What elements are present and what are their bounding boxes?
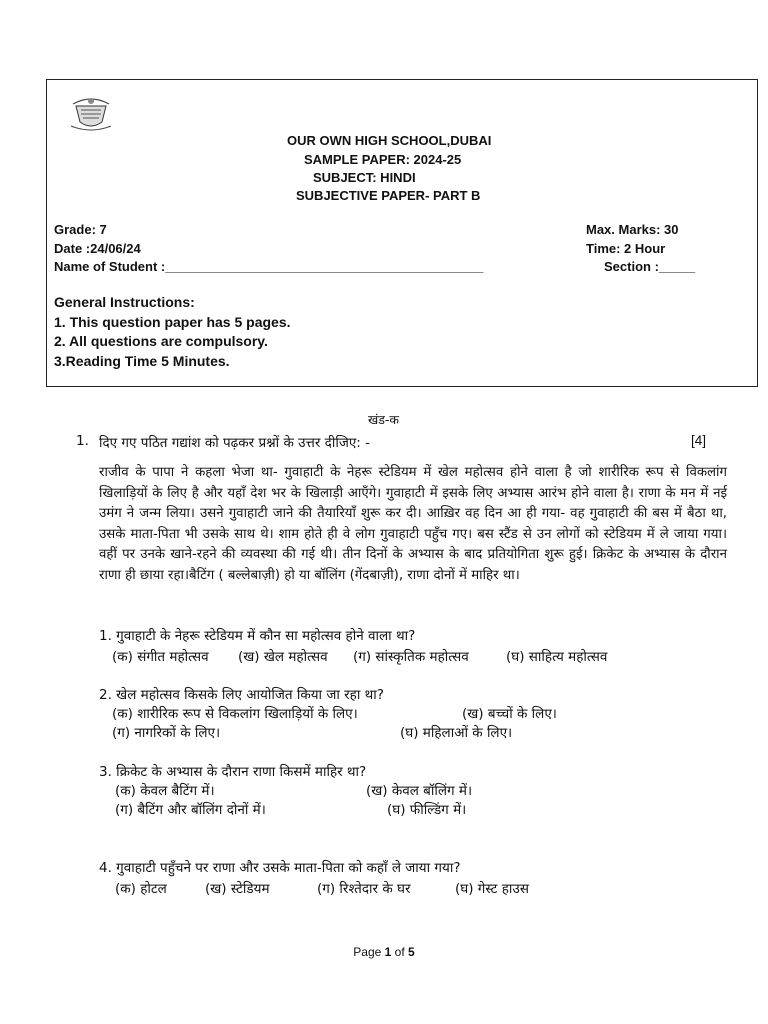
option: (ख) बच्चों के लिए। [462,706,557,722]
instructions-title: General Instructions: [54,294,195,310]
page-current: 1 [384,945,392,959]
option: (घ) फील्डिंग में। [387,802,467,818]
paper-title: SAMPLE PAPER: 2024-25 [304,152,462,167]
option: (घ) साहित्य महोत्सव [506,649,608,665]
date: Date :24/06/24 [54,241,141,256]
option: (क) केवल बैटिंग में। [115,783,215,799]
option: (घ) महिलाओं के लिए। [400,725,513,741]
student-name-field: Name of Student :____________________________________________ [54,259,484,274]
question-marks: [4] [691,433,707,448]
passage: राजीव के पापा ने कहला भेजा था- गुवाहाटी के नेहरू स्टेडियम में खेल महोत्सव होने वाला है जो शारीरिक रूप से विकलांग खिलाड़ियों के लिए है और यहाँ देश भर के खिलाड़ी आएँगे। गुवाहाटी में इसके लिए अभ्यास आरंभ होने वाला है। राणा के मन में नई उमंग ने जन्म लिया। उसने गुवाहाटी जाने की तैयारियाँ शुरू कर दी। आख़िर वह दिन आ ही गया- वह गुवाहाटी की बस में बैठा था, उसके माता-पिता भी उसके साथ थे। शाम होते ही वे लोग गुवाहाटी पहुँच गए। बस स्टैंड से उन लोगों को स्टेडियम में ले जाया गया। वहीं पर उनके खाने-रहने की व्यवस्था की गई थी। तीन दिनों के अभ्यास के बाद प्रतियोगिता शुरू हुई। क्रिकेट के अभ्यास के दौरान राणा ही छाया रहा।बैटिंग ( बल्लेबाज़ी) हो या बॉलिंग (गेंदबाज़ी), राणा दोनों में माहिर था। [99,465,727,583]
section-title: खंड-क [368,412,400,427]
instruction-item: 3.Reading Time 5 Minutes. [54,353,230,369]
sub-question-1: 1. गुवाहाटी के नेहरू स्टेडियम में कौन सा महोत्सव होने वाला था? [99,628,416,644]
time: Time: 2 Hour [586,241,666,256]
option: (ग) रिश्तेदार के घर [317,881,411,897]
option: (ग) नागरिकों के लिए। [112,725,221,741]
option: (क) शारीरिक रूप से विकलांग खिलाड़ियों के लिए। [112,706,358,722]
option: (क) संगीत महोत्सव [112,649,209,665]
part-title: SUBJECTIVE PAPER- PART B [296,188,481,203]
header-box [46,79,758,387]
sub-question-4: 4. गुवाहाटी पहुँचने पर राणा और उसके माता-पिता को कहाँ ले जाया गया? [99,860,461,876]
option: (ख) स्टेडियम [205,881,270,897]
option: (ख) खेल महोत्सव [238,649,328,665]
of-label: of [394,945,405,959]
instruction-item: 1. This question paper has 5 pages. [54,314,291,330]
sub-question-2: 2. खेल महोत्सव किसके लिए आयोजित किया जा रहा था? [99,687,384,703]
option: (ग) बैटिंग और बॉलिंग दोनों में। [115,802,266,818]
option: (ग) सांस्कृतिक महोत्सव [353,649,469,665]
max-marks: Max. Marks: 30 [586,222,679,237]
option: (क) होटल [115,881,167,897]
page-label: Page [353,945,382,959]
page-total: 5 [408,945,415,959]
school-logo-icon [69,92,113,132]
option: (ख) केवल बॉलिंग में। [366,783,473,799]
sub-question-3: 3. क्रिकेट के अभ्यास के दौरान राणा किसमें माहिर था? [99,764,367,780]
option: (घ) गेस्ट हाउस [455,881,529,897]
instruction-item: 2. All questions are compulsory. [54,333,268,349]
grade: Grade: 7 [54,222,107,237]
section-field: Section :_____ [604,259,696,274]
question-number: 1. [76,433,89,449]
page-number [0,945,768,959]
question-text: दिए गए पठित गद्यांश को पढ़कर प्रश्नों के उत्तर दीजिए: - [99,435,371,451]
subject-title: SUBJECT: HINDI [313,170,416,185]
school-name: OUR OWN HIGH SCHOOL,DUBAI [287,133,492,148]
